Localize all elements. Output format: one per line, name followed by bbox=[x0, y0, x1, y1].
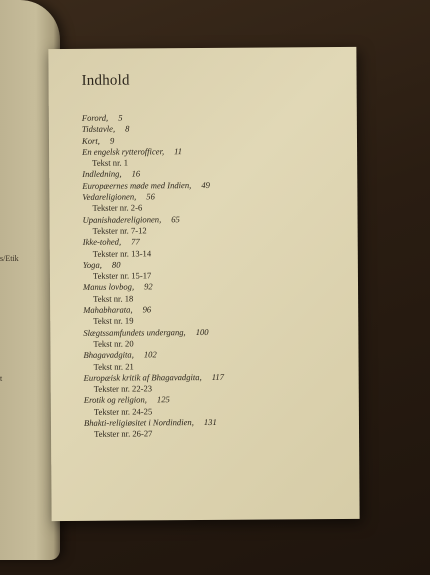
toc-entry-title: Tekst nr. 20 bbox=[93, 338, 134, 349]
toc-page-number: 102 bbox=[143, 349, 157, 360]
toc-entry-title: Tekster nr. 26-27 bbox=[94, 428, 153, 440]
toc-entry-title: Slægtssamfundets undergang, bbox=[83, 326, 186, 338]
toc-page-number: 49 bbox=[201, 179, 210, 190]
toc-entry-title: Tekster nr. 22-23 bbox=[93, 383, 153, 394]
toc-entry-title: Tekster nr. 2-6 bbox=[92, 202, 143, 214]
page-title: Indhold bbox=[81, 72, 130, 89]
toc-entry-title: Indledning, bbox=[82, 169, 122, 180]
toc-page-number: 92 bbox=[144, 281, 153, 292]
toc-entry-title: Vedareligionen, bbox=[82, 191, 137, 202]
toc-entry-title: Tekst nr. 19 bbox=[93, 315, 134, 327]
left-page-fragment: t bbox=[0, 374, 3, 383]
toc-entry-title: Bhakti-religiøsitet i Nordindien, bbox=[83, 417, 194, 428]
toc-entry-title: Tekst nr. 21 bbox=[93, 361, 134, 372]
toc-entry-title: Ikke-tohed, bbox=[82, 236, 122, 248]
toc-page-number: 96 bbox=[142, 304, 152, 315]
toc-page-number: 65 bbox=[171, 213, 180, 224]
toc-page-number: 131 bbox=[203, 416, 217, 428]
toc-page-number: 125 bbox=[156, 394, 170, 405]
toc-entry-title: Tekst nr. 18 bbox=[93, 293, 134, 304]
toc-page-number: 8 bbox=[125, 123, 130, 134]
toc-entry-title: Forord, bbox=[81, 112, 109, 123]
toc-entry-title: Kort, bbox=[81, 135, 100, 146]
toc-entry-title: Tekster nr. 7-12 bbox=[92, 225, 147, 236]
toc-entry-title: Upanishadereligionen, bbox=[82, 213, 162, 225]
toc-page-number: 117 bbox=[211, 371, 225, 382]
toc-page-number: 11 bbox=[174, 146, 183, 157]
toc-entry-title: Tekster nr. 24-25 bbox=[93, 406, 153, 417]
toc-page-number: 80 bbox=[111, 259, 121, 270]
toc-page-number: 5 bbox=[118, 112, 123, 123]
toc-entry-title: Yoga, bbox=[82, 259, 102, 270]
toc-entry-title: Tekster nr. 13-14 bbox=[92, 247, 152, 259]
toc-page-number: 77 bbox=[131, 236, 140, 247]
toc-entry-title: Tekst nr. 1 bbox=[92, 157, 129, 168]
toc-entry-title: En engelsk rytterofficer, bbox=[82, 146, 165, 157]
toc-entry-title: Tidstavle, bbox=[81, 123, 116, 135]
toc-entry-title: Mahabharata, bbox=[83, 304, 133, 315]
toc-page-number: 16 bbox=[131, 168, 141, 179]
toc-page-number: 9 bbox=[109, 135, 115, 146]
toc-page-number: 56 bbox=[146, 191, 155, 202]
book-page bbox=[48, 47, 359, 521]
toc-text-ref bbox=[84, 427, 354, 440]
toc-entry-title: Manus lovbog, bbox=[82, 281, 135, 293]
table-of-contents bbox=[82, 111, 354, 440]
toc-entry-title: Bhagavadgita, bbox=[83, 349, 134, 361]
toc-entry-title: Europæernes møde med Indien, bbox=[82, 179, 192, 191]
toc-page-number: 100 bbox=[195, 326, 209, 337]
toc-entry-title: Europæisk kritik af Bhagavadgita, bbox=[83, 371, 202, 383]
toc-entry-title: Tekster nr. 15-17 bbox=[92, 270, 152, 281]
left-page-fragment: s/Etik bbox=[0, 254, 19, 263]
toc-entry-title: Erotik og religion, bbox=[83, 394, 147, 406]
